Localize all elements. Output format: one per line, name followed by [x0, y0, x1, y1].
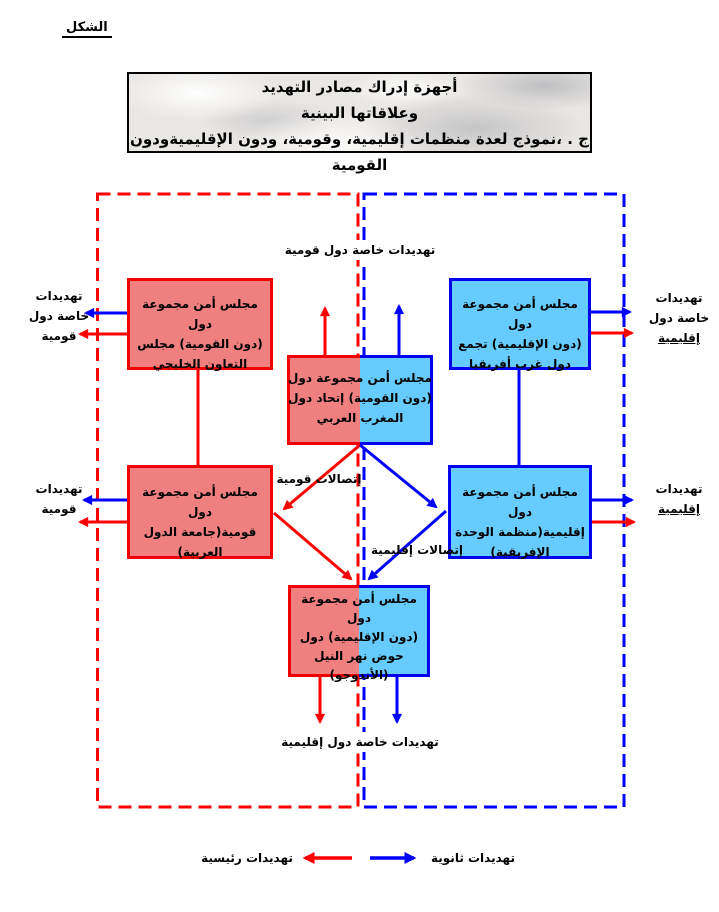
label-line: تهديدات	[655, 482, 703, 496]
box-gcc	[127, 278, 273, 370]
box-undugu	[288, 585, 430, 682]
box-oau-line: إقليمية(منظمة الوحدة	[455, 525, 585, 539]
box-ecowas	[449, 278, 591, 370]
box-oau-line: الإفريقية)	[490, 545, 550, 559]
label-line: قومية	[41, 329, 77, 343]
label-regional-communications: إتصالات إقليمية	[370, 543, 464, 557]
box-gcc-line: مجلس أمن مجموعة دول	[142, 297, 258, 331]
box-arab-league-line: مجلس أمن مجموعة دول	[142, 485, 258, 519]
label-regional-states-threats-bottom: تهديدات خاصة دول إقليمية	[262, 732, 458, 752]
box-maghreb-line: المغرب العربي	[316, 411, 404, 425]
legend-secondary-threats-label: تهديدات ثانوية	[431, 851, 515, 865]
label-line: خاصة دول	[28, 309, 90, 323]
box-gcc-line: (دون القومية) مجلس	[137, 337, 263, 351]
label-left-mid-threats	[22, 479, 96, 519]
legend-main-threats-label: تهديدات رئيسية	[201, 851, 293, 865]
box-arab-league-line: العربية)	[177, 545, 223, 559]
box-undugu-line: مجلس أمن مجموعة دول	[301, 592, 417, 625]
box-arab-league-line: قومية(جامعة الدول	[143, 525, 257, 539]
box-ecowas-line: مجلس أمن مجموعة دول	[462, 297, 578, 331]
label-line: تهديدات	[35, 289, 83, 303]
label-line: خاصة دول	[648, 311, 710, 325]
box-oau-line: مجلس أمن مجموعة دول	[462, 485, 578, 519]
label-national-states-threats-top: تهديدات خاصة دول قومية	[250, 240, 470, 260]
label-line: إقليمية	[658, 331, 700, 345]
title-line-2: وعلاقاتها البينية	[300, 104, 419, 122]
title-line-3: ج . ،نموذج لعدة منظمات إقليمية، وقومية، ودون الإقليميةودون القومية	[130, 130, 589, 174]
box-maghreb-line: (دون القومية) إتحاد دول	[288, 391, 432, 405]
title-line-1: أجهزة إدراك مصادر التهديد	[261, 78, 458, 96]
label-right-top-threats	[642, 288, 716, 348]
figure-label: الشكل	[62, 20, 112, 38]
box-ecowas-line: (دون الإقليمية) تجمع	[458, 337, 582, 351]
box-maghreb-union	[287, 355, 433, 445]
label-national-communications: إتصالات قومية	[276, 472, 362, 486]
box-undugu-line: (الأندوجو)	[329, 668, 389, 682]
label-line: قومية	[41, 502, 77, 516]
box-undugu-line: حوض نهر النيل	[314, 649, 404, 663]
label-right-mid-threats	[642, 479, 716, 519]
label-left-top-threats	[20, 286, 98, 346]
box-undugu-line: (دون الإقليمية) دول	[299, 630, 419, 644]
box-gcc-line: التعاون الخليجي	[152, 357, 248, 371]
label-line: تهديدات	[655, 291, 703, 305]
box-maghreb-line: مجلس أمن مجموعة دول	[288, 371, 432, 385]
box-ecowas-line: دول غرب أفريقيا	[468, 357, 572, 371]
label-line: تهديدات	[35, 482, 83, 496]
label-line: إقليمية	[658, 502, 700, 516]
